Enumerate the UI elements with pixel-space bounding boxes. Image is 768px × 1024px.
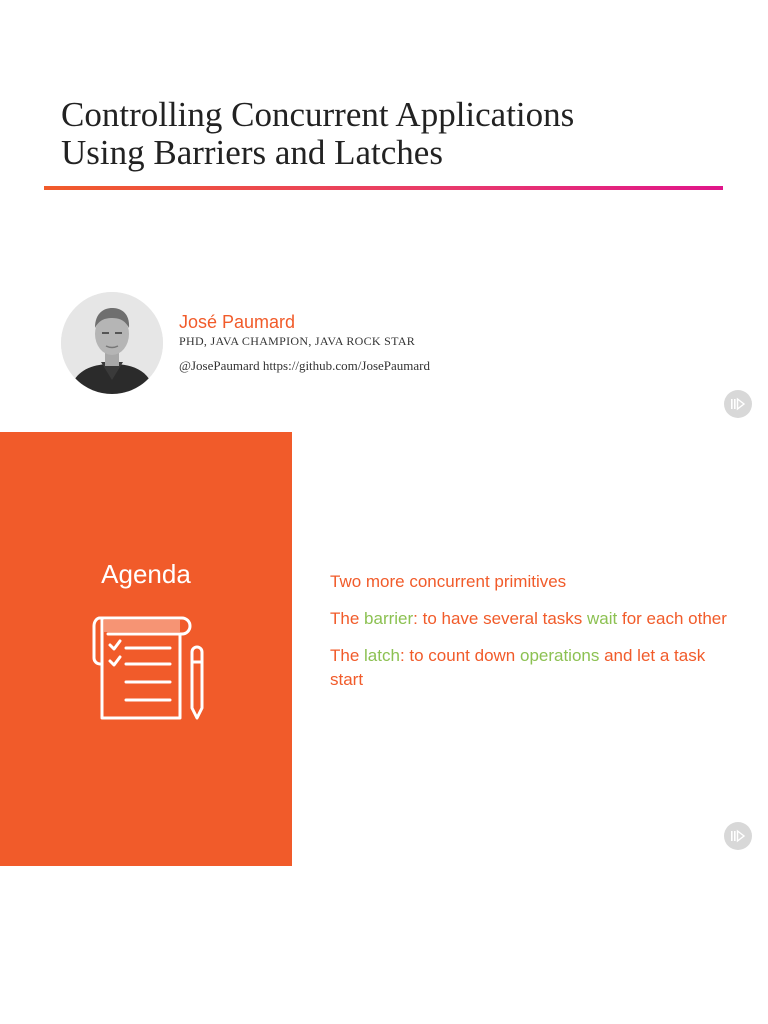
agenda-list: [330, 570, 740, 705]
slide1-play-button[interactable]: [724, 390, 752, 418]
agenda-text: and let a task start: [330, 646, 706, 689]
agenda-panel: [0, 432, 292, 866]
author-portrait-icon: [61, 292, 163, 394]
agenda-heading: Agenda: [101, 559, 191, 589]
clipboard-checklist-pen-icon: [88, 614, 212, 722]
agenda-text: for each other: [617, 609, 727, 628]
slide-title-line: Controlling Concurrent Applications: [61, 95, 575, 134]
author-titles: PHD, JAVA CHAMPION, JAVA ROCK STAR: [179, 334, 416, 348]
agenda-keyword: operations: [519, 646, 600, 665]
slide-title: [61, 96, 721, 172]
agenda-text: The: [330, 646, 365, 665]
agenda-keyword: barrier: [364, 609, 414, 628]
author-photo: [61, 292, 163, 394]
author-links: @JosePaumard https://github.com/JosePaumard: [179, 358, 431, 373]
agenda-keyword: latch: [364, 646, 400, 665]
author-name: José Paumard: [179, 312, 296, 332]
title-divider: [44, 186, 723, 190]
slide2-play-button[interactable]: [724, 822, 752, 850]
agenda-item: [330, 607, 740, 631]
agenda-item: [330, 570, 740, 594]
agenda-slide: [0, 432, 768, 866]
title-slide: [0, 0, 768, 432]
agenda-text: Two more concurrent primitives: [330, 572, 567, 591]
agenda-text: The: [330, 609, 365, 628]
play-icon: [730, 829, 746, 843]
slide-title-line: Using Barriers and Latches: [61, 133, 443, 172]
agenda-item: [330, 644, 740, 691]
agenda-keyword: wait: [587, 609, 618, 628]
agenda-text: : to count down: [399, 646, 520, 665]
play-icon: [730, 397, 746, 411]
agenda-text: : to have several tasks: [413, 609, 588, 628]
